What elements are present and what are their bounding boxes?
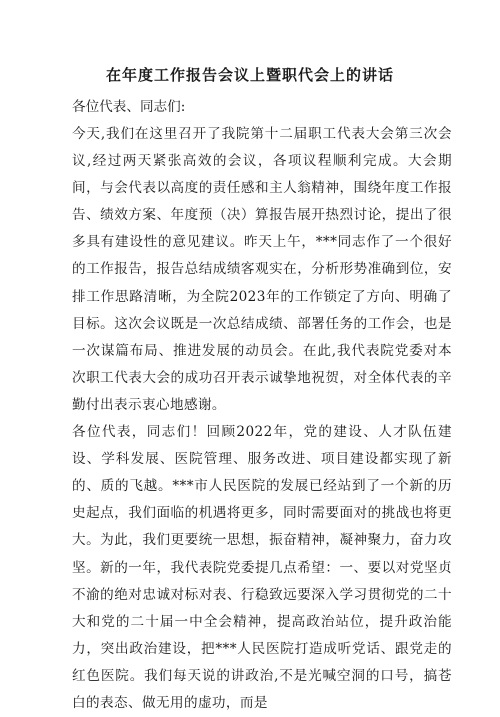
document-title: 在年度工作报告会议上暨职代会上的讲话 (105, 66, 394, 84)
paragraph-opening: 今天,我们在这里召开了我院第十二届职工代表大会第三次会议,经过两天紧张高效的会议，各项议程顺利完成。大会期间，与会代表以高度的责任感和主人翁精神，围绕年度工作报告、绩效方案、年度预（决）算报告展开热烈讨论，提出了很多具有建设性的意见建议。昨天上午，***同志作了一个很好的工作报告，报告总结成绩客观实在，分析形势准确到位，安排工作思路清晰，为全院2023年的工作锁定了方向、明确了目标。这次会议既是一次总结成绩、部署任务的工作会，也是一次谋篇布局、推进发展的动员会。在此,我代表院党委对本次职工代表大会的成功召开表示诚挚地祝贺，对全体代表的辛勤付出表示衷心地感谢。 (72, 126, 452, 413)
salutation: 各位代表、同志们: (72, 99, 186, 115)
paragraph-review: 各位代表，同志们！回顾2022年，党的建设、人才队伍建设、学科发展、医院管理、服务改进、项目建设都实现了新的、质的飞越。***市人民医院的发展已经站到了一个新的历史起点，我们面临的机遇将更多，同时需要面对的挑战也将更大。为此，我们更要统一思想，振奋精神，凝神聚力，奋力攻坚。新的一年，我代表院党委提几点希望：一、要以对党坚贞不渝的绝对忠诚对标对表、行稳致远要深入学习贯彻党的二十大和党的二十届一中全会精神，提高政治站位，提升政治能力，突出政治建设，把***人民医院打造成听党话、跟党走的红色医院。我们每天说的讲政治,不是光喊空洞的口号，搞苍白的表态、做无用的虚功，而是 (72, 424, 452, 711)
